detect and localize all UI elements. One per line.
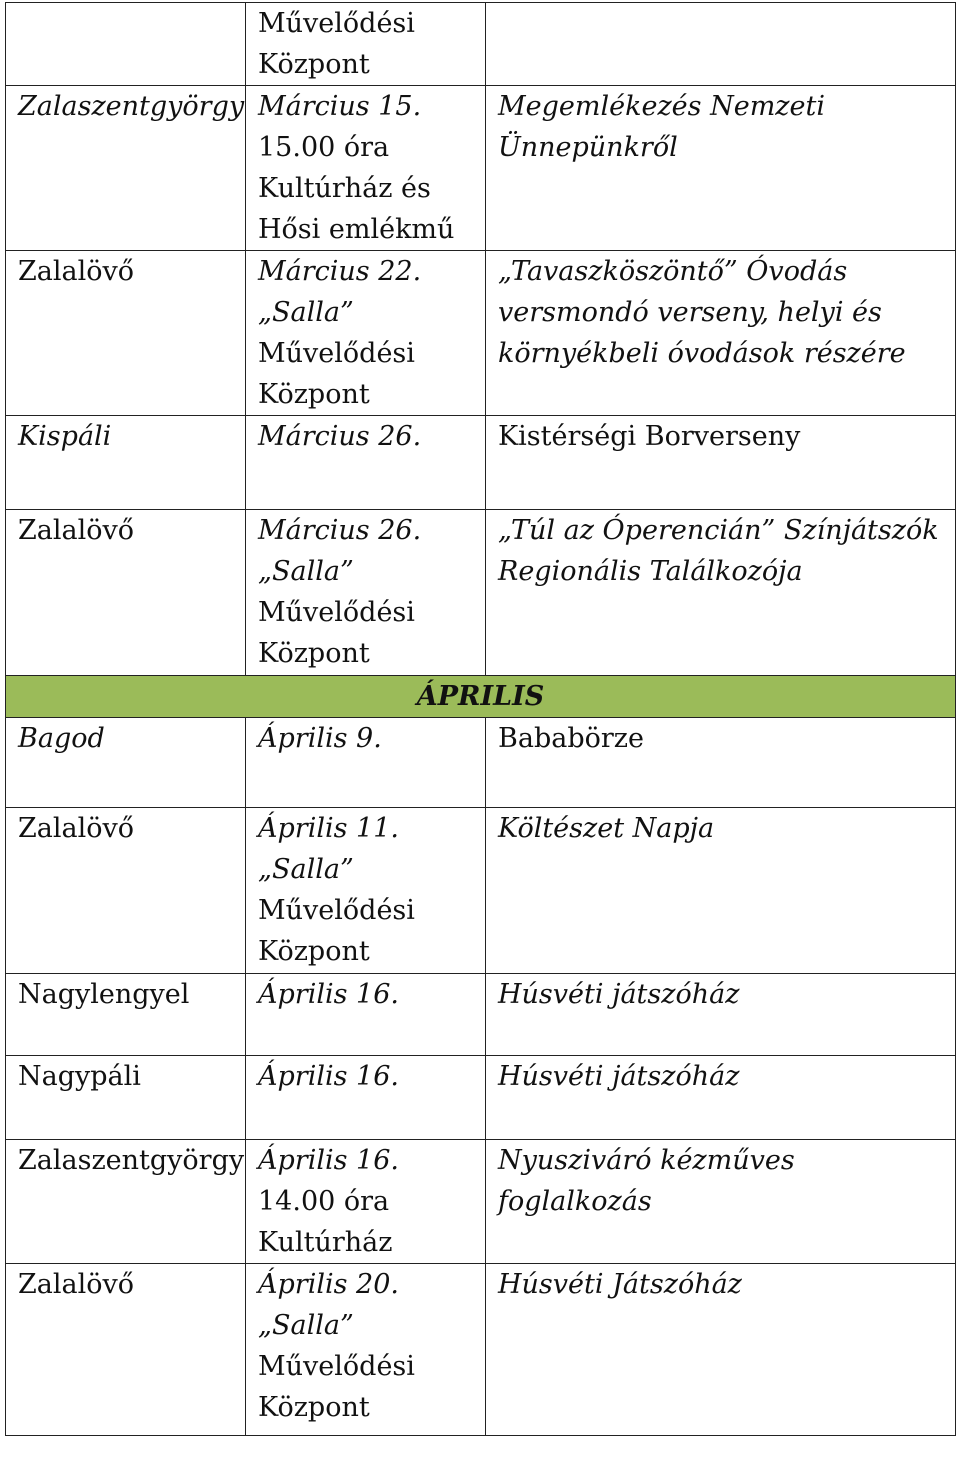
event-line: Húsvéti Játszóház — [498, 1269, 742, 1300]
date-venue-cell — [246, 1056, 486, 1140]
table-row — [6, 251, 956, 416]
month-label: ÁPRILIS — [6, 676, 956, 718]
date-venue-cell — [246, 251, 486, 416]
event-line: Regionális Találkozója — [498, 556, 803, 587]
event-cell — [486, 510, 956, 676]
date-venue-line: 14.00 óra — [258, 1186, 390, 1217]
date-venue-cell — [246, 1264, 486, 1436]
place-cell: Zalalövő — [6, 510, 246, 676]
event-cell — [486, 251, 956, 416]
date-venue-cell — [246, 808, 486, 974]
date-venue-line: Április 9. — [258, 723, 382, 754]
date-venue-line: Március 26. — [258, 421, 422, 452]
table-row — [6, 416, 956, 510]
event-line: Nyusziváró kézműves foglalkozás — [498, 1145, 795, 1217]
event-line: „Túl az Óperencián” Színjátszók — [498, 515, 939, 546]
place-cell — [6, 3, 246, 86]
event-cell — [486, 1264, 956, 1436]
table-row — [6, 1056, 956, 1140]
date-venue-line: Kultúrház és — [258, 173, 431, 204]
date-venue-line: Központ — [258, 936, 370, 967]
event-line: „Tavaszköszöntő” Óvodás — [498, 256, 848, 287]
date-venue-cell — [246, 416, 486, 510]
date-venue-cell — [246, 510, 486, 676]
date-venue-line: „Salla” — [258, 854, 354, 885]
date-venue-line: Április 16. — [258, 979, 399, 1010]
date-venue-line: „Salla” — [258, 1310, 354, 1341]
date-venue-line: Március 22. — [258, 256, 422, 287]
date-venue-line: Művelődési — [258, 1351, 415, 1382]
event-cell — [486, 1056, 956, 1140]
place-cell: Zalalövő — [6, 251, 246, 416]
date-venue-line: Április 11. — [258, 813, 399, 844]
event-line: Kistérségi Borverseny — [498, 421, 801, 452]
date-venue-line: „Salla” — [258, 556, 354, 587]
place-cell: Zalaszentgyörgy — [6, 1140, 246, 1264]
place-cell: Zalalövő — [6, 808, 246, 974]
table-row — [6, 3, 956, 86]
place-cell: Zalalövő — [6, 1264, 246, 1436]
date-venue-line: Központ — [258, 379, 370, 410]
event-line: Költészet Napja — [498, 813, 715, 844]
place-cell: Nagylengyel — [6, 974, 246, 1056]
date-venue-line: Április 20. — [258, 1269, 399, 1300]
date-venue-line: Központ — [258, 49, 370, 80]
date-venue-line: Kultúrház — [258, 1227, 393, 1258]
month-header-row — [6, 676, 956, 718]
event-cell — [486, 1140, 956, 1264]
date-venue-line: Központ — [258, 638, 370, 669]
table-row — [6, 808, 956, 974]
date-venue-line: Művelődési — [258, 338, 415, 369]
event-line: Bababörze — [498, 723, 644, 754]
table-row — [6, 974, 956, 1056]
date-venue-line: Hősi emlékmű — [258, 214, 455, 245]
date-venue-line: Művelődési — [258, 597, 415, 628]
date-venue-line: Művelődési — [258, 8, 415, 39]
event-cell — [486, 808, 956, 974]
date-venue-line: Április 16. — [258, 1145, 399, 1176]
date-venue-line: 15.00 óra — [258, 132, 390, 163]
event-cell — [486, 3, 956, 86]
event-table-body — [6, 3, 956, 1436]
date-venue-line: Április 16. — [258, 1061, 399, 1092]
event-cell — [486, 974, 956, 1056]
place-cell: Nagypáli — [6, 1056, 246, 1140]
table-row — [6, 1264, 956, 1436]
date-venue-line: Március 15. — [258, 91, 422, 122]
place-cell: Kispáli — [6, 416, 246, 510]
table-row — [6, 86, 956, 251]
date-venue-line: Művelődési — [258, 895, 415, 926]
table-row — [6, 718, 956, 808]
place-cell: Zalaszentgyörgy — [6, 86, 246, 251]
place-cell: Bagod — [6, 718, 246, 808]
date-venue-line: Központ — [258, 1392, 370, 1423]
event-cell — [486, 416, 956, 510]
date-venue-cell — [246, 86, 486, 251]
event-line: Megemlékezés Nemzeti — [498, 91, 825, 122]
table-row — [6, 510, 956, 676]
event-calendar-page — [5, 2, 955, 1436]
event-line: versmondó verseny, helyi és — [498, 297, 882, 328]
event-line: Húsvéti játszóház — [498, 979, 740, 1010]
date-venue-cell — [246, 3, 486, 86]
event-line: környékbeli óvodások részére — [498, 338, 906, 369]
date-venue-line: „Salla” — [258, 297, 354, 328]
event-line: Ünnepünkről — [498, 132, 678, 163]
event-cell — [486, 718, 956, 808]
event-cell — [486, 86, 956, 251]
date-venue-line: Március 26. — [258, 515, 422, 546]
event-line: Húsvéti játszóház — [498, 1061, 740, 1092]
table-row — [6, 1140, 956, 1264]
date-venue-cell — [246, 974, 486, 1056]
date-venue-cell — [246, 1140, 486, 1264]
date-venue-cell — [246, 718, 486, 808]
event-table — [5, 2, 956, 1436]
